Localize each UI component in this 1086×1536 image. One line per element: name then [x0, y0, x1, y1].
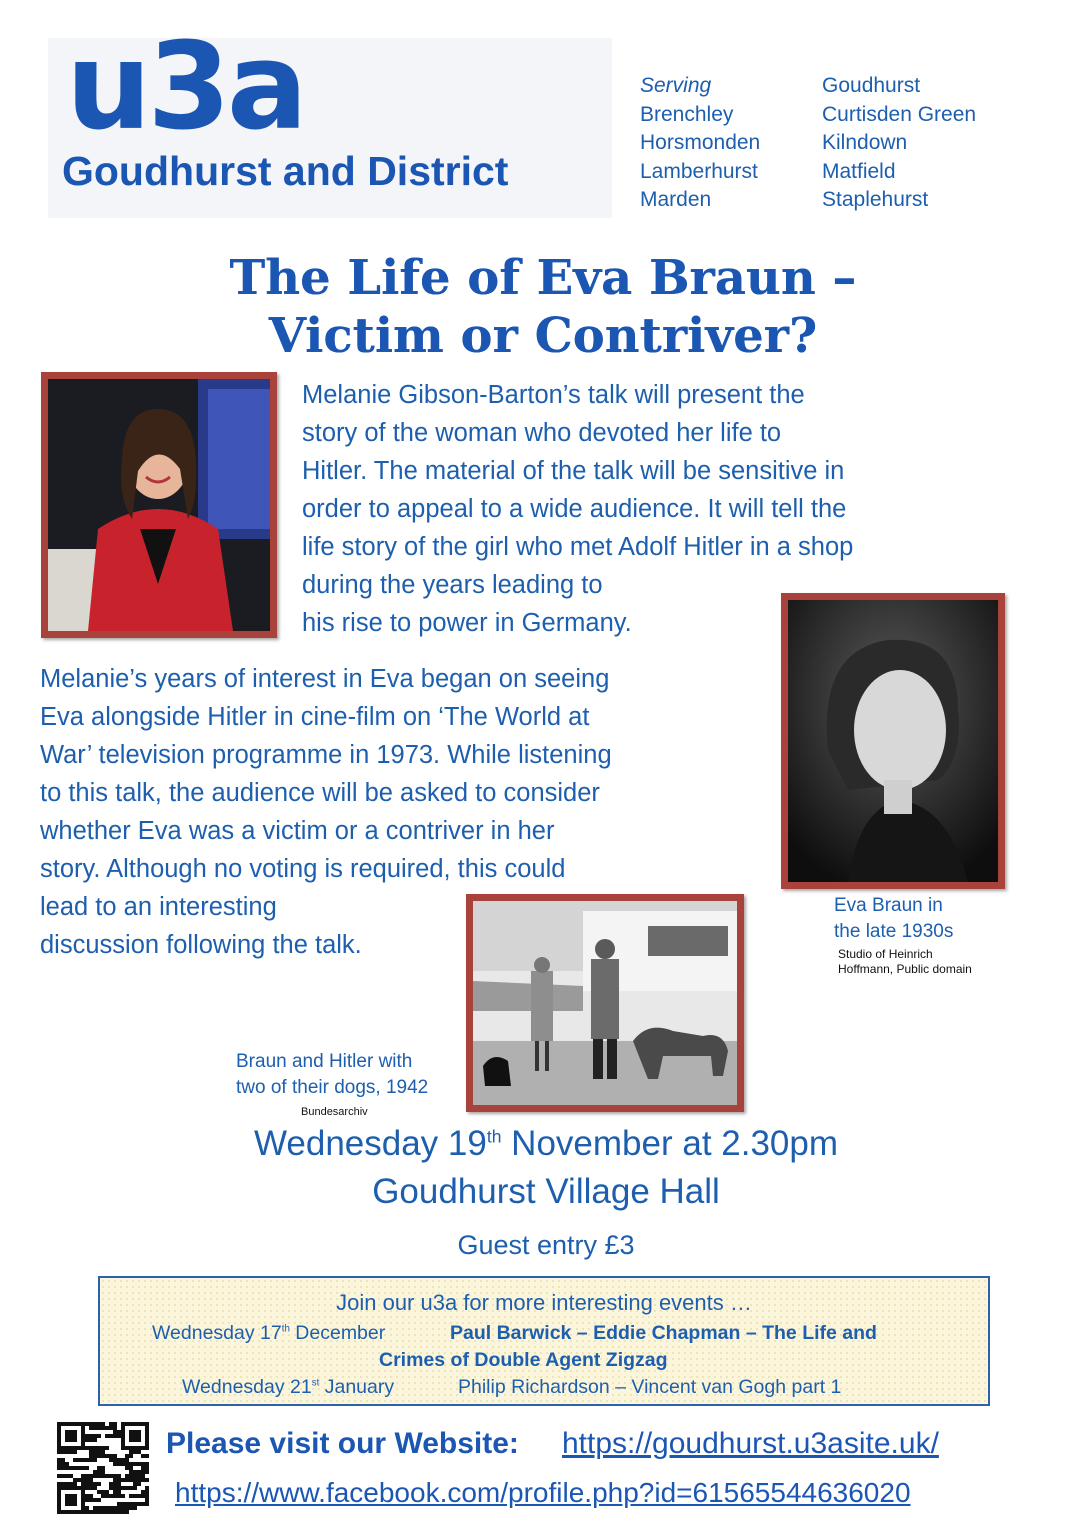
- ordinal-suffix: st: [311, 1377, 320, 1389]
- braun-hitler-dogs-photo: [466, 894, 744, 1112]
- caption-line: Braun and Hitler with: [236, 1051, 413, 1072]
- date-text: January: [319, 1376, 395, 1398]
- event-2-title: Philip Richardson – Vincent van Gogh part 1: [458, 1376, 842, 1398]
- caption-line: Eva Braun in: [834, 895, 943, 916]
- text-line: Hitler. The material of the talk will be sensitive in: [302, 457, 845, 485]
- facebook-link[interactable]: https://www.facebook.com/profile.php?id=61565544636020: [175, 1477, 911, 1508]
- qr-code[interactable]: [57, 1422, 149, 1514]
- portrait-credit: [838, 947, 972, 977]
- talk-title-line-1: The Life of Eva Braun –: [229, 250, 857, 306]
- serving-place: Marden: [640, 188, 712, 211]
- braun-hitler-dogs-image: [473, 901, 737, 1105]
- ordinal-suffix: th: [281, 1323, 290, 1335]
- event-time: November at 2.30pm: [501, 1124, 839, 1163]
- logo-subtitle: Goudhurst and District: [62, 148, 509, 194]
- event-day: Wednesday 19: [253, 1124, 487, 1163]
- event-1-title-line-2: Crimes of Double Agent Zigzag: [379, 1349, 668, 1371]
- date-text: Wednesday 17: [152, 1322, 282, 1344]
- serving-place: Horsmonden: [640, 131, 761, 154]
- event-1-date: [152, 1322, 385, 1345]
- speaker-photo-image: [48, 379, 270, 631]
- website-link[interactable]: https://goudhurst.u3asite.uk/: [562, 1427, 939, 1460]
- text-line: whether Eva was a victim or a contriver in her: [40, 817, 555, 845]
- event-2-date: [182, 1376, 394, 1399]
- upcoming-events-box: [98, 1276, 990, 1406]
- date-text: Wednesday 21: [182, 1376, 312, 1398]
- eva-portrait-photo: [781, 593, 1005, 889]
- outdoor-photo-credit: Bundesarchiv: [301, 1106, 368, 1118]
- text-line: War’ television programme in 1973. While listening: [40, 741, 612, 769]
- text-line: order to appeal to a wide audience. It will tell the: [302, 495, 847, 523]
- caption-line: the late 1930s: [834, 921, 954, 942]
- serving-place: Brenchley: [640, 102, 734, 126]
- ordinal-suffix: th: [486, 1126, 502, 1147]
- text-line: discussion following the talk.: [40, 931, 362, 959]
- website-label: Please visit our Website:: [166, 1427, 519, 1460]
- serving-label: Serving: [640, 74, 712, 97]
- text-line: life story of the girl who met Adolf Hitler in a shop: [302, 533, 854, 561]
- text-line: during the years leading to: [302, 571, 603, 599]
- text-line: lead to an interesting: [40, 893, 277, 921]
- text-line: Melanie Gibson-Barton’s talk will present the: [302, 381, 805, 409]
- credit-line: Hoffmann, Public domain: [838, 962, 972, 976]
- serving-place: Kilndown: [822, 131, 908, 154]
- event-entry-fee: Guest entry £3: [457, 1230, 635, 1260]
- text-line: Eva alongside Hitler in cine-film on ‘The World at: [40, 703, 590, 731]
- portrait-caption: [834, 893, 953, 945]
- text-line: to this talk, the audience will be asked to consider: [40, 779, 600, 807]
- text-line: his rise to power in Germany.: [302, 609, 632, 637]
- serving-column-2: [822, 72, 976, 215]
- serving-place: Curtisden Green: [822, 102, 977, 126]
- event-date-time: [0, 1124, 1086, 1164]
- upcoming-intro: Join our u3a for more interesting events …: [336, 1290, 752, 1315]
- talk-title-line-2: Victim or Contriver?: [268, 308, 818, 364]
- speaker-photo: [41, 372, 277, 638]
- date-text: December: [289, 1322, 386, 1344]
- serving-place: Goudhurst: [822, 74, 921, 97]
- u3a-logo: u3a: [66, 18, 304, 157]
- event-venue: Goudhurst Village Hall: [372, 1172, 720, 1211]
- text-line: Melanie’s years of interest in Eva began on seeing: [40, 665, 610, 693]
- serving-place: Staplehurst: [822, 188, 929, 211]
- eva-portrait-image: [788, 600, 998, 882]
- serving-place: Lamberhurst: [640, 159, 758, 183]
- event-1-title-line-1: Paul Barwick – Eddie Chapman – The Life and: [450, 1322, 877, 1344]
- serving-place: Matfield: [822, 159, 896, 183]
- qr-code-image: [57, 1422, 149, 1514]
- serving-column-1: [640, 72, 760, 215]
- text-line: story. Although no voting is required, this could: [40, 855, 566, 883]
- caption-line: two of their dogs, 1942: [236, 1077, 429, 1098]
- credit-line: Studio of Heinrich: [838, 947, 933, 961]
- text-line: story of the woman who devoted her life to: [302, 419, 782, 447]
- outdoor-photo-caption: [236, 1049, 428, 1101]
